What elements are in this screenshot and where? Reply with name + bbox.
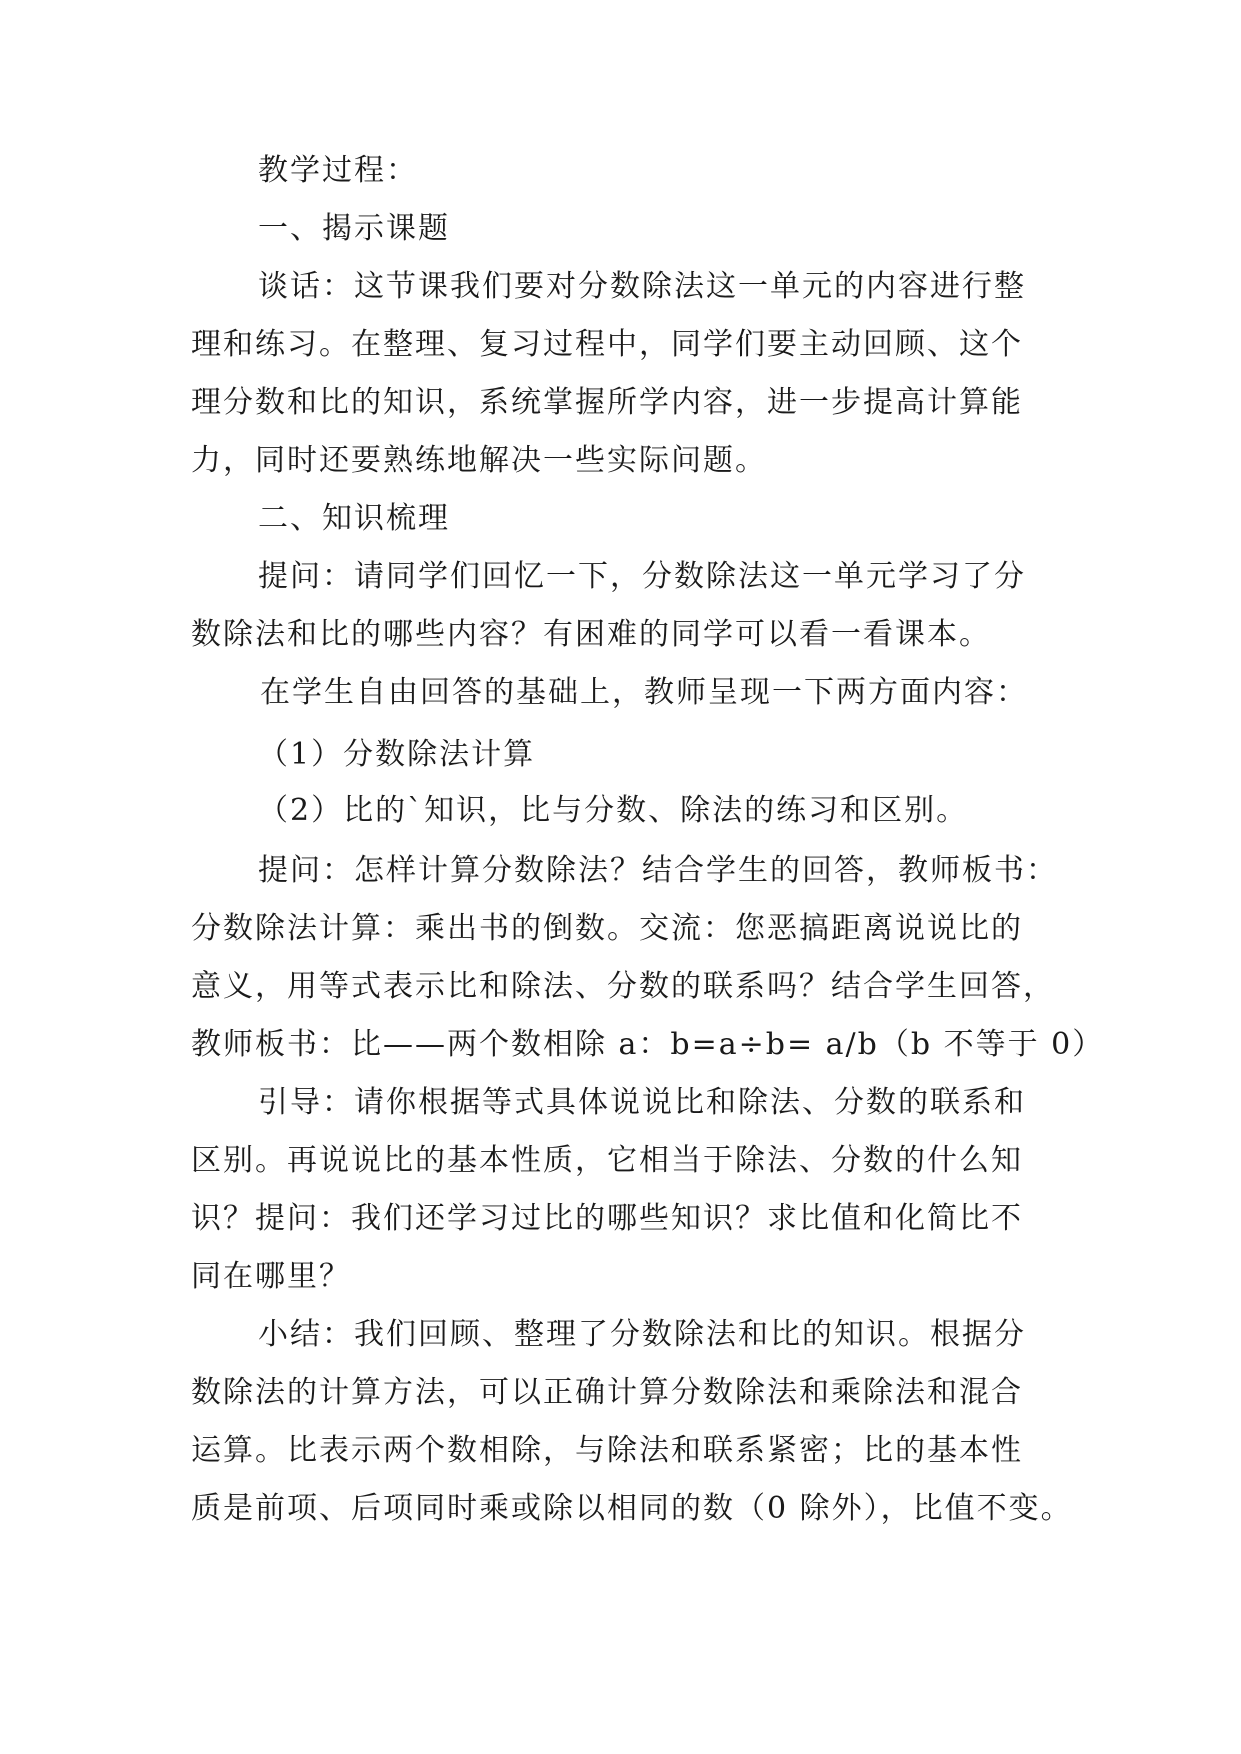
paragraph-line: 分数除法计算：乘出书的倒数。交流：您恶搞距离说说比的 xyxy=(191,911,1023,946)
section-heading-process: 教学过程： xyxy=(258,153,418,188)
paragraph-line: 运算。比表示两个数相除，与除法和联系紧密；比的基本性 xyxy=(191,1433,1023,1468)
paragraph-line: 识？提问：我们还学习过比的哪些知识？求比值和化简比不 xyxy=(191,1201,1023,1236)
paragraph-line: 力，同时还要熟练地解决一些实际问题。 xyxy=(191,443,767,478)
list-item: （1）分数除法计算 xyxy=(258,737,536,772)
paragraph-line: 数除法和比的哪些内容？有困难的同学可以看一看课本。 xyxy=(191,617,991,652)
paragraph-line: 引导：请你根据等式具体说说比和除法、分数的联系和 xyxy=(258,1085,1026,1120)
paragraph-line: 谈话：这节课我们要对分数除法这一单元的内容进行整 xyxy=(258,269,1026,304)
paragraph-line: 质是前项、后项同时乘或除以相同的数（0 除外），比值不变。 xyxy=(191,1491,1073,1526)
paragraph-line: 区别。再说说比的基本性质，它相当于除法、分数的什么知 xyxy=(191,1143,1023,1178)
paragraph-line: 小结：我们回顾、整理了分数除法和比的知识。根据分 xyxy=(258,1317,1026,1352)
paragraph-line: 数除法的计算方法，可以正确计算分数除法和乘除法和混合 xyxy=(191,1375,1023,1410)
paragraph-line: 提问：怎样计算分数除法？结合学生的回答，教师板书： xyxy=(258,853,1058,888)
section-heading-1: 一、揭示课题 xyxy=(258,211,450,246)
paragraph-line: 提问：请同学们回忆一下，分数除法这一单元学习了分 xyxy=(258,559,1026,594)
section-heading-2: 二、知识梳理 xyxy=(258,501,450,536)
list-item: （2）比的`知识，比与分数、除法的练习和区别。 xyxy=(258,793,969,828)
paragraph-line: 同在哪里？ xyxy=(191,1259,351,1294)
paragraph-line: 教师板书：比——两个数相除 a：b=a÷b= a/b（b 不等于 0） xyxy=(191,1027,1105,1062)
paragraph-line: 意义，用等式表示比和除法、分数的联系吗？结合学生回答， xyxy=(191,969,1055,1004)
paragraph-line: 理分数和比的知识，系统掌握所学内容，进一步提高计算能 xyxy=(191,385,1023,420)
paragraph-line: 在学生自由回答的基础上，教师呈现一下两方面内容： xyxy=(260,675,1028,710)
paragraph-line: 理和练习。在整理、复习过程中，同学们要主动回顾、这个 xyxy=(191,327,1023,362)
